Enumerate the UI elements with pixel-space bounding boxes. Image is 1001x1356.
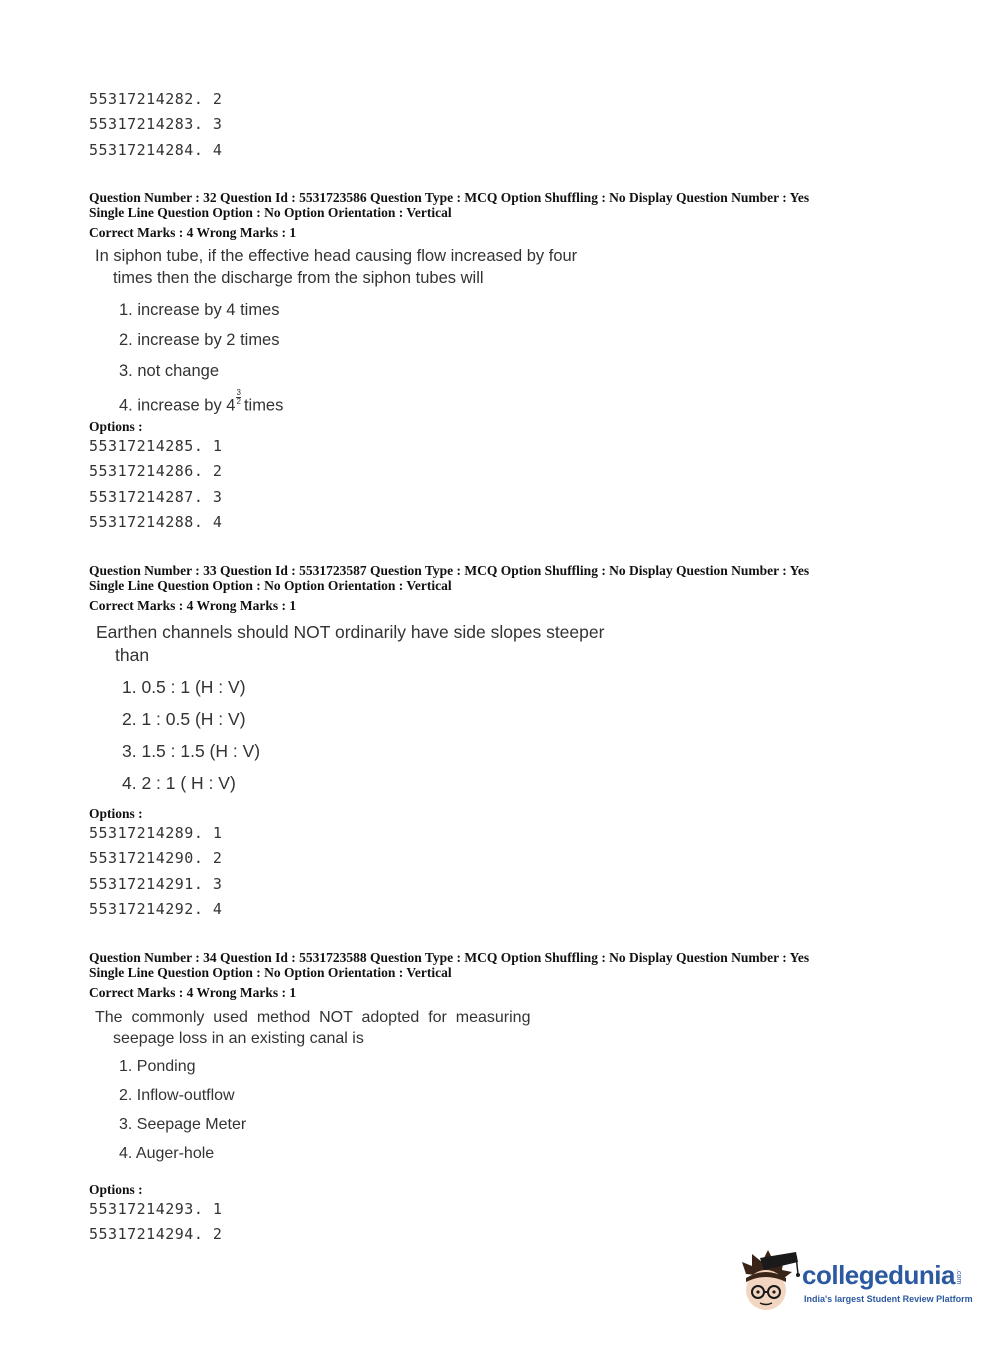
option-id-line: 55317214285. 1 [89, 437, 223, 455]
exponent-fraction [236, 389, 240, 406]
question-text-line1: Earthen channels should NOT ordinarily have side slopes steeper [96, 622, 605, 642]
choice-item: 3. not change [119, 362, 219, 380]
choice-item: 3. 1.5 : 1.5 (H : V) [122, 741, 261, 761]
choice-item: 2. 1 : 0.5 (H : V) [122, 709, 246, 729]
option-id-line: 55317214287. 3 [89, 488, 223, 506]
option-id-line: 55317214289. 1 [89, 824, 223, 842]
choice-item: 4. Auger-hole [119, 1145, 215, 1162]
fraction-numerator: 3 [236, 388, 241, 397]
question-meta-line1: Question Number : 32 Question Id : 5531723586 Question Type : MCQ Option Shuffling : No Display Question Number : Yes [89, 190, 810, 205]
question-marks: Correct Marks : 4 Wrong Marks : 1 [89, 985, 297, 1000]
option-id-line: 55317214293. 1 [89, 1200, 223, 1218]
choice-item: 2. Inflow-outflow [119, 1087, 235, 1104]
question-marks: Correct Marks : 4 Wrong Marks : 1 [89, 598, 297, 613]
question-meta-line1: Question Number : 34 Question Id : 5531723588 Question Type : MCQ Option Shuffling : No Display Question Number : Yes [89, 950, 810, 965]
option-id-line: 55317214294. 2 [89, 1225, 223, 1243]
fraction-denominator: 2 [236, 397, 241, 406]
choice-item: 4. 2 : 1 ( H : V) [122, 773, 236, 793]
options-label: Options : [89, 806, 143, 821]
option-id-line: 55317214286. 2 [89, 462, 223, 480]
choice-item: 1. Ponding [119, 1058, 196, 1075]
question-text-line2: than [115, 645, 150, 665]
option-id-line: 55317214290. 2 [89, 849, 223, 867]
collegedunia-logo [738, 1248, 978, 1318]
question-meta-line2: Single Line Question Option : No Option Orientation : Vertical [89, 965, 452, 980]
choice-item: 1. increase by 4 times [119, 301, 280, 319]
question-meta-line2: Single Line Question Option : No Option Orientation : Vertical [89, 578, 452, 593]
logo-wordmark [802, 1260, 962, 1291]
question-text-line1: In siphon tube, if the effective head causing flow increased by four [95, 247, 578, 265]
choice-item-with-fraction [119, 389, 283, 416]
choice-item: 3. Seepage Meter [119, 1116, 247, 1133]
option-id-line: 55317214292. 4 [89, 900, 223, 918]
choice-text: 4. increase by 4 [119, 396, 236, 415]
logo-tagline: India's largest Student Review Platform [804, 1294, 973, 1304]
choice-suffix: times [243, 396, 284, 415]
option-id-line: 55317214282. 2 [89, 90, 223, 108]
option-id-line: 55317214291. 3 [89, 875, 223, 893]
options-label: Options : [89, 1182, 143, 1197]
question-meta-line1: Question Number : 33 Question Id : 5531723587 Question Type : MCQ Option Shuffling : No Display Question Number : Yes [89, 563, 810, 578]
option-id-line: 55317214288. 4 [89, 513, 223, 531]
options-label: Options : [89, 419, 143, 434]
question-meta-line2: Single Line Question Option : No Option Orientation : Vertical [89, 205, 452, 220]
mascot-icon [738, 1248, 800, 1314]
choice-item: 2. increase by 2 times [119, 331, 280, 349]
question-text-line2: times then the discharge from the siphon tubes will [113, 269, 484, 287]
option-id-line: 55317214284. 4 [89, 141, 223, 159]
question-text-line1: The commonly used method NOT adopted for measuring [95, 1009, 531, 1026]
logo-suffix: .com [954, 1268, 962, 1284]
choice-item: 1. 0.5 : 1 (H : V) [122, 677, 246, 697]
logo-name: collegedunia [802, 1260, 955, 1290]
option-id-line: 55317214283. 3 [89, 115, 223, 133]
question-marks: Correct Marks : 4 Wrong Marks : 1 [89, 225, 297, 240]
question-text-line2: seepage loss in an existing canal is [113, 1030, 364, 1047]
